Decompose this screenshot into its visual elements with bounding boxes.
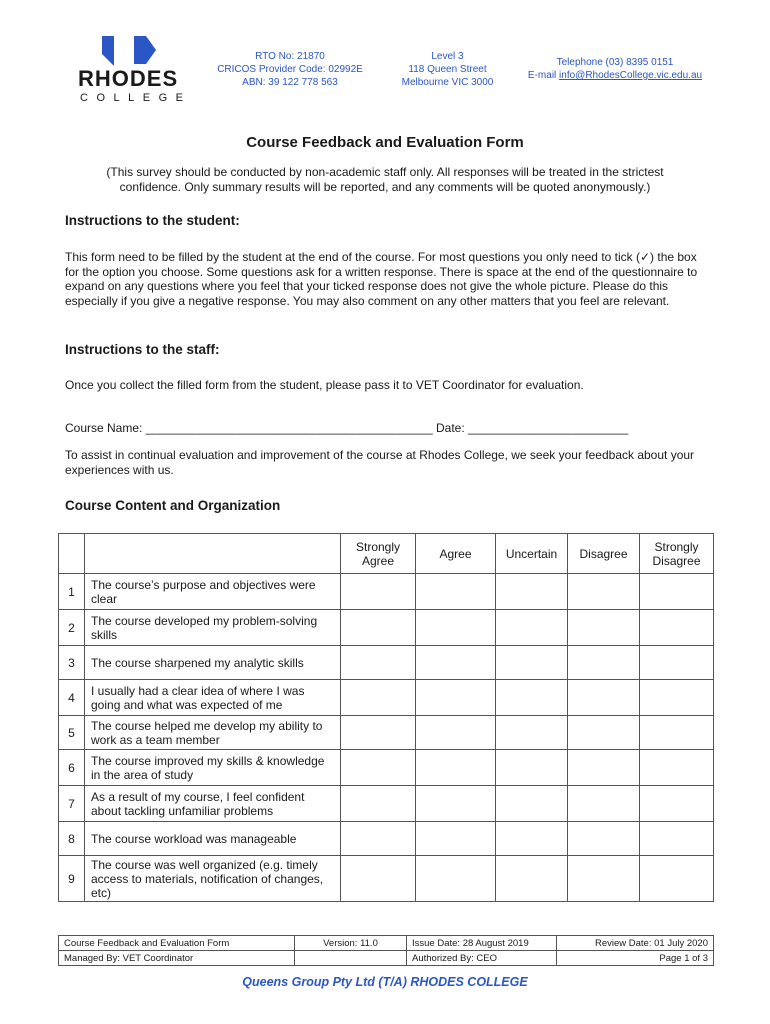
question-number: 1 (59, 574, 85, 610)
document-footer-table (58, 935, 714, 966)
question-text: As a result of my course, I feel confident about tackling unfamiliar problems (85, 786, 341, 822)
response-cell-agree[interactable] (416, 574, 496, 610)
table-row (59, 750, 714, 786)
response-cell-strongly-disagree[interactable] (640, 680, 714, 716)
response-cell-agree[interactable] (416, 750, 496, 786)
question-text: The course developed my problem-solving skills (85, 610, 341, 646)
response-cell-uncertain[interactable] (496, 750, 568, 786)
response-cell-agree[interactable] (416, 610, 496, 646)
telephone: Telephone (03) 8395 0151 (556, 57, 674, 68)
header-agree: Agree (416, 534, 496, 574)
response-cell-disagree[interactable] (568, 574, 640, 610)
abn-number: ABN: 39 122 778 563 (242, 77, 338, 88)
table-row (59, 646, 714, 680)
address-line-2: 118 Queen Street (408, 64, 487, 75)
response-cell-disagree[interactable] (568, 680, 640, 716)
student-instructions-text: This form need to be filled by the student at the end of the course. For most questions you only need to tick (✓) the box for the option you choose. Some questions ask for a written response. There is space at the end of the questionnaire to expand on any questions where you feel that your ticked response does not give the whole picture. Please do this especially if you give a negative response. You may also comment on any other matters that you feel are relevant. (65, 250, 698, 308)
footer-issue-date: Issue Date: 28 August 2019 (407, 936, 557, 951)
response-cell-strongly-agree[interactable] (341, 822, 416, 856)
table-row (59, 856, 714, 902)
question-text: The course sharpened my analytic skills (85, 646, 341, 680)
footer-form-name: Course Feedback and Evaluation Form (59, 936, 295, 951)
response-cell-uncertain[interactable] (496, 610, 568, 646)
page-title: Course Feedback and Evaluation Form (246, 134, 524, 151)
response-cell-strongly-agree[interactable] (341, 680, 416, 716)
address-line-3: Melbourne VIC 3000 (401, 77, 494, 88)
response-cell-agree[interactable] (416, 716, 496, 750)
header-disagree: Disagree (568, 534, 640, 574)
table-row (59, 716, 714, 750)
table-row (59, 786, 714, 822)
response-cell-disagree[interactable] (568, 822, 640, 856)
response-cell-agree[interactable] (416, 856, 496, 902)
response-cell-disagree[interactable] (568, 750, 640, 786)
rto-number: RTO No: 21870 (255, 51, 325, 62)
response-cell-strongly-agree[interactable] (341, 574, 416, 610)
response-cell-disagree[interactable] (568, 646, 640, 680)
response-cell-strongly-disagree[interactable] (640, 574, 714, 610)
response-cell-disagree[interactable] (568, 610, 640, 646)
response-cell-strongly-disagree[interactable] (640, 856, 714, 902)
question-text: The course was well organized (e.g. timely access to materials, notification of changes, etc) (85, 856, 341, 902)
response-cell-strongly-disagree[interactable] (640, 786, 714, 822)
header-question-cell (85, 534, 341, 574)
response-cell-strongly-disagree[interactable] (640, 750, 714, 786)
email-prefix: E-mail (527, 70, 560, 81)
cricos-code: CRICOS Provider Code: 02992E (217, 64, 363, 75)
course-name-date-field[interactable]: Course Name: ___________________________________________ Date: ________________________ (65, 421, 629, 435)
footer-review-date: Review Date: 01 July 2020 (557, 936, 714, 951)
response-cell-strongly-agree[interactable] (341, 610, 416, 646)
header-num-cell (59, 534, 85, 574)
response-cell-disagree[interactable] (568, 716, 640, 750)
response-cell-uncertain[interactable] (496, 574, 568, 610)
email-link[interactable]: info@RhodesCollege.vic.edu.au (559, 70, 703, 81)
table-header-row (59, 534, 714, 574)
response-cell-strongly-disagree[interactable] (640, 822, 714, 856)
response-cell-strongly-agree[interactable] (341, 856, 416, 902)
feedback-table (58, 533, 714, 902)
question-text: The course improved my skills & knowledge in the area of study (85, 750, 341, 786)
footer-authorized-by: Authorized By: CEO (407, 951, 557, 966)
response-cell-strongly-agree[interactable] (341, 646, 416, 680)
table-row (59, 610, 714, 646)
logo-mark-icon (100, 36, 160, 66)
header-address (390, 50, 505, 89)
address-line-1: Level 3 (431, 51, 464, 62)
question-number: 3 (59, 646, 85, 680)
response-cell-strongly-disagree[interactable] (640, 646, 714, 680)
header-strongly-disagree: Strongly Disagree (640, 534, 714, 574)
logo-wordmark: RHODES (78, 66, 179, 91)
header-contact (515, 56, 715, 82)
footer-company-name: Queens Group Pty Ltd (T/A) RHODES COLLEGE (242, 975, 528, 989)
question-text: The course workload was manageable (85, 822, 341, 856)
footer-managed-by: Managed By: VET Coordinator (59, 951, 295, 966)
email-line (515, 69, 715, 82)
response-cell-agree[interactable] (416, 680, 496, 716)
staff-instructions-text: Once you collect the filled form from the student, please pass it to VET Coordinator for evaluation. (65, 378, 584, 392)
question-number: 6 (59, 750, 85, 786)
footer-page-number: Page 1 of 3 (557, 951, 714, 966)
response-cell-uncertain[interactable] (496, 856, 568, 902)
staff-instructions-heading: Instructions to the staff: (65, 342, 220, 357)
question-number: 5 (59, 716, 85, 750)
assist-text: To assist in continual evaluation and improvement of the course at Rhodes College, we seek your feedback about your experiences with us. (65, 448, 695, 477)
question-text: The course’s purpose and objectives were clear (85, 574, 341, 610)
question-number: 2 (59, 610, 85, 646)
response-cell-disagree[interactable] (568, 856, 640, 902)
response-cell-uncertain[interactable] (496, 680, 568, 716)
response-cell-agree[interactable] (416, 646, 496, 680)
response-cell-agree[interactable] (416, 822, 496, 856)
table-row (59, 680, 714, 716)
question-text: I usually had a clear idea of where I was going and what was expected of me (85, 680, 341, 716)
page-subtitle: (This survey should be conducted by non-academic staff only. All responses will be treated in the strictest confidence. Only summary results will be reported, and any comments will be quoted anonymously.) (106, 165, 664, 194)
question-number: 7 (59, 786, 85, 822)
response-cell-uncertain[interactable] (496, 646, 568, 680)
header-uncertain: Uncertain (496, 534, 568, 574)
header-registration-info (210, 50, 370, 89)
response-cell-agree[interactable] (416, 786, 496, 822)
section-heading: Course Content and Organization (65, 498, 281, 513)
response-cell-strongly-disagree[interactable] (640, 610, 714, 646)
table-row (59, 574, 714, 610)
question-number: 4 (59, 680, 85, 716)
response-cell-uncertain[interactable] (496, 822, 568, 856)
college-logo (78, 36, 192, 106)
question-number: 9 (59, 856, 85, 902)
response-cell-strongly-agree[interactable] (341, 786, 416, 822)
response-cell-disagree[interactable] (568, 786, 640, 822)
student-instructions-heading: Instructions to the student: (65, 213, 240, 228)
response-cell-strongly-disagree[interactable] (640, 716, 714, 750)
table-row (59, 822, 714, 856)
question-text: The course helped me develop my ability to work as a team member (85, 716, 341, 750)
question-number: 8 (59, 822, 85, 856)
response-cell-uncertain[interactable] (496, 716, 568, 750)
response-cell-uncertain[interactable] (496, 786, 568, 822)
response-cell-strongly-agree[interactable] (341, 750, 416, 786)
footer-empty-cell (295, 951, 407, 966)
footer-version: Version: 11.0 (295, 936, 407, 951)
header-strongly-agree: Strongly Agree (341, 534, 416, 574)
logo-subtext: COLLEGE (80, 92, 192, 104)
response-cell-strongly-agree[interactable] (341, 716, 416, 750)
